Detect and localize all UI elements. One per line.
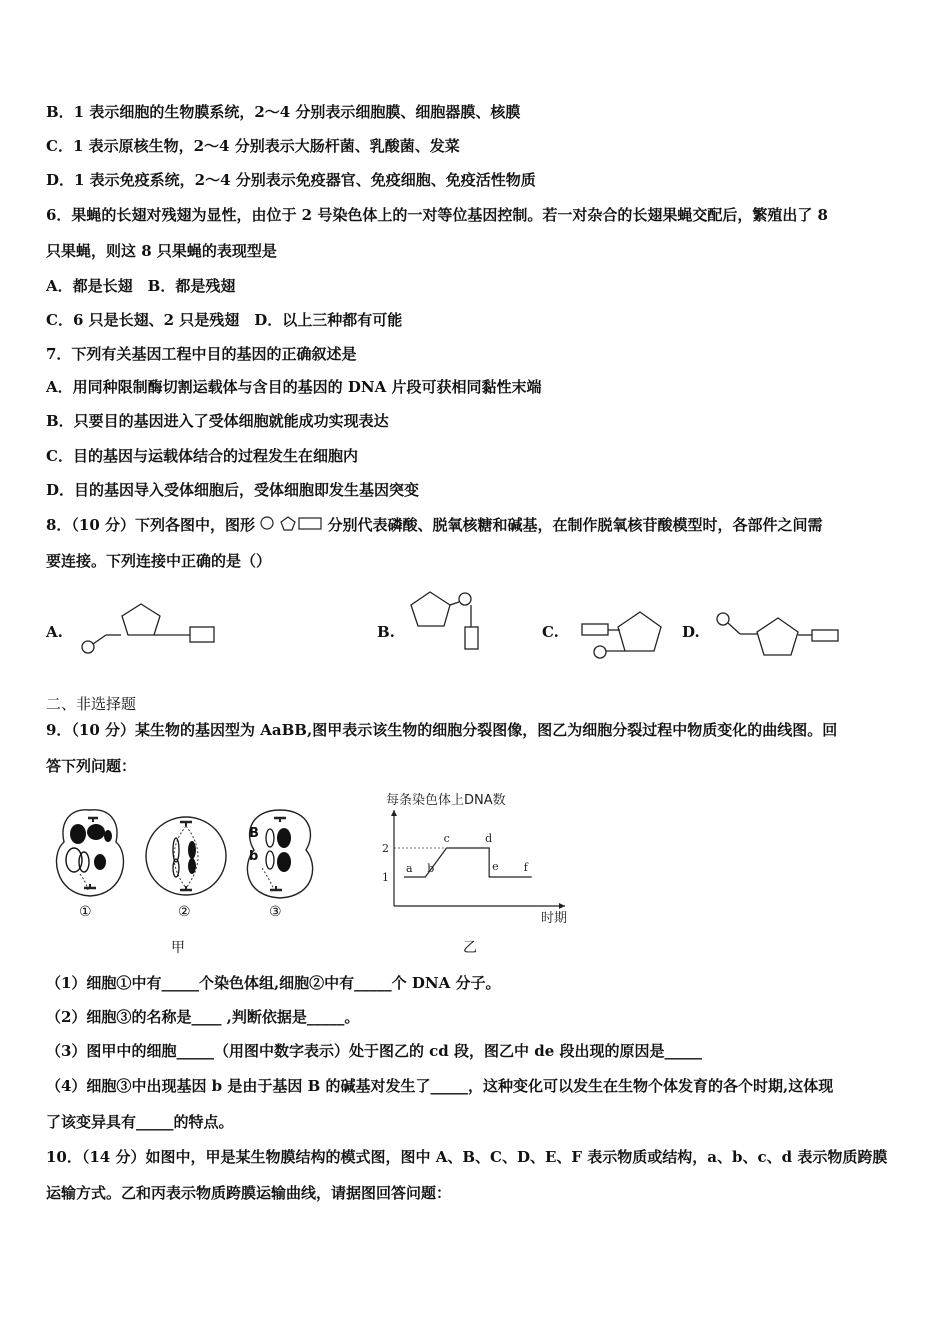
q5-option-d: D．1 表示免疫系统，2～4 分别表示免疫器官、免疫细胞、免疫活性物质	[46, 171, 536, 189]
phosphate-icon	[261, 517, 273, 529]
figure-yi-caption: 乙	[463, 940, 477, 956]
gene-B-label: B	[249, 826, 259, 841]
point-label-b: b	[427, 862, 435, 875]
q7-option-d: D．目的基因导入受体细胞后，受体细胞即发生基因突变	[46, 481, 420, 499]
point-label-d: d	[485, 832, 493, 845]
chart-xlabel: 时期	[541, 911, 568, 926]
point-label-e: e	[492, 860, 499, 873]
q7-option-a: A．用同种限制酶切割运载体与含目的基因的 DNA 片段可获相同黏性末端	[46, 378, 542, 396]
q8-stem-line2: 要连接。下列连接中正确的是（）	[46, 552, 272, 570]
q6-options-cd: C．6 只是长翅、2 只是残翅 D．以上三种都有可能	[46, 311, 403, 329]
q10-stem-line1: 10．（14 分）如图中，甲是某生物膜结构的模式图，图中 A、B、C、D、E、F 表示物质或结构，a、b、c、d 表示物质跨膜	[46, 1148, 888, 1166]
q8-option-c-diagram	[580, 606, 670, 666]
q7-stem: 7．下列有关基因工程中目的基因的正确叙述是	[46, 345, 357, 363]
q8-option-d-label: D.	[682, 623, 700, 641]
q8-option-b-label: B.	[377, 623, 395, 641]
figure-jia-caption: 甲	[171, 940, 185, 956]
cell-1-label: ①	[79, 904, 92, 920]
q9-part3: （3）图甲中的细胞_____（用图中数字表示）处于图乙的 cd 段，图乙中 de 段出现的原因是_____	[46, 1042, 702, 1060]
cell-2-diagram	[142, 814, 230, 900]
q8-stem-part-b: 分别代表磷酸、脱氧核糖和碱基，在制作脱氧核苷酸模型时，各部件之间需	[327, 516, 823, 534]
q8-option-b-diagram	[408, 586, 498, 656]
q8-option-a-diagram	[78, 598, 223, 658]
q8-option-c-label: C.	[542, 623, 559, 641]
q7-option-b: B．只要目的基因进入了受体细胞就能成功实现表达	[46, 412, 389, 430]
cell-1-diagram	[50, 804, 130, 904]
point-label-f: f	[523, 861, 528, 874]
shape-legend-icon	[260, 514, 322, 534]
q9-stem-line2: 答下列问题：	[46, 757, 137, 775]
point-label-c: c	[443, 832, 450, 845]
q9-part4-line2: 了该变异具有_____的特点。	[46, 1113, 234, 1131]
q9-part1: （1）细胞①中有_____个染色体组,细胞②中有_____个 DNA 分子。	[46, 974, 501, 992]
section-heading: 二、非选择题	[46, 695, 137, 713]
q10-stem-line2: 运输方式。乙和丙表示物质跨膜运输曲线，请据图回答问题：	[46, 1184, 452, 1202]
cell-2-label: ②	[178, 904, 191, 920]
q6-stem-line2: 只果蝇，则这 8 只果蝇的表现型是	[46, 242, 277, 260]
y-tick-label-1: 1	[382, 871, 389, 884]
deoxyribose-icon	[281, 517, 295, 530]
x-axis-arrow	[559, 903, 565, 909]
dna-per-chromosome-chart	[360, 790, 590, 930]
q6-stem-line1: 6．果蝇的长翅对残翅为显性，由位于 2 号染色体上的一对等位基因控制。若一对杂合的长翅果蝇交配后，繁殖出了 8	[46, 206, 828, 224]
q5-option-b: B．1 表示细胞的生物膜系统，2～4 分别表示细胞膜、细胞器膜、核膜	[46, 103, 521, 121]
q8-stem-line1	[46, 514, 823, 535]
dna-series-line	[404, 848, 532, 877]
q9-part4-line1: （4）细胞③中出现基因 b 是由于基因 B 的碱基对发生了_____，这种变化可以发生在生物个体发育的各个时期,这体现	[46, 1077, 834, 1095]
q8-option-a-label: A.	[46, 623, 63, 641]
q8-stem-part-a: 8．（10 分）下列各图中，图形	[46, 516, 256, 534]
q9-part2: （2）细胞③的名称是____ ,判断依据是_____。	[46, 1008, 360, 1026]
q7-option-c: C．目的基因与运载体结合的过程发生在细胞内	[46, 447, 358, 465]
base-icon	[299, 518, 321, 529]
q6-options-ab: A．都是长翅 B．都是残翅	[46, 277, 236, 295]
point-label-a: a	[406, 862, 413, 875]
y-axis-arrow	[391, 810, 397, 816]
chart-title: 每条染色体上DNA数	[386, 793, 506, 808]
q9-stem-line1: 9．（10 分）某生物的基因型为 AaBB,图甲表示该生物的细胞分裂图像，图乙为细胞分裂过程中物质变化的曲线图。回	[46, 721, 838, 739]
gene-b-label: b	[249, 849, 259, 864]
q8-option-d-diagram	[710, 608, 845, 663]
q5-option-c: C．1 表示原核生物，2～4 分别表示大肠杆菌、乳酸菌、发菜	[46, 137, 460, 155]
cell-3-label: ③	[269, 904, 282, 920]
y-tick-label-2: 2	[382, 842, 389, 855]
